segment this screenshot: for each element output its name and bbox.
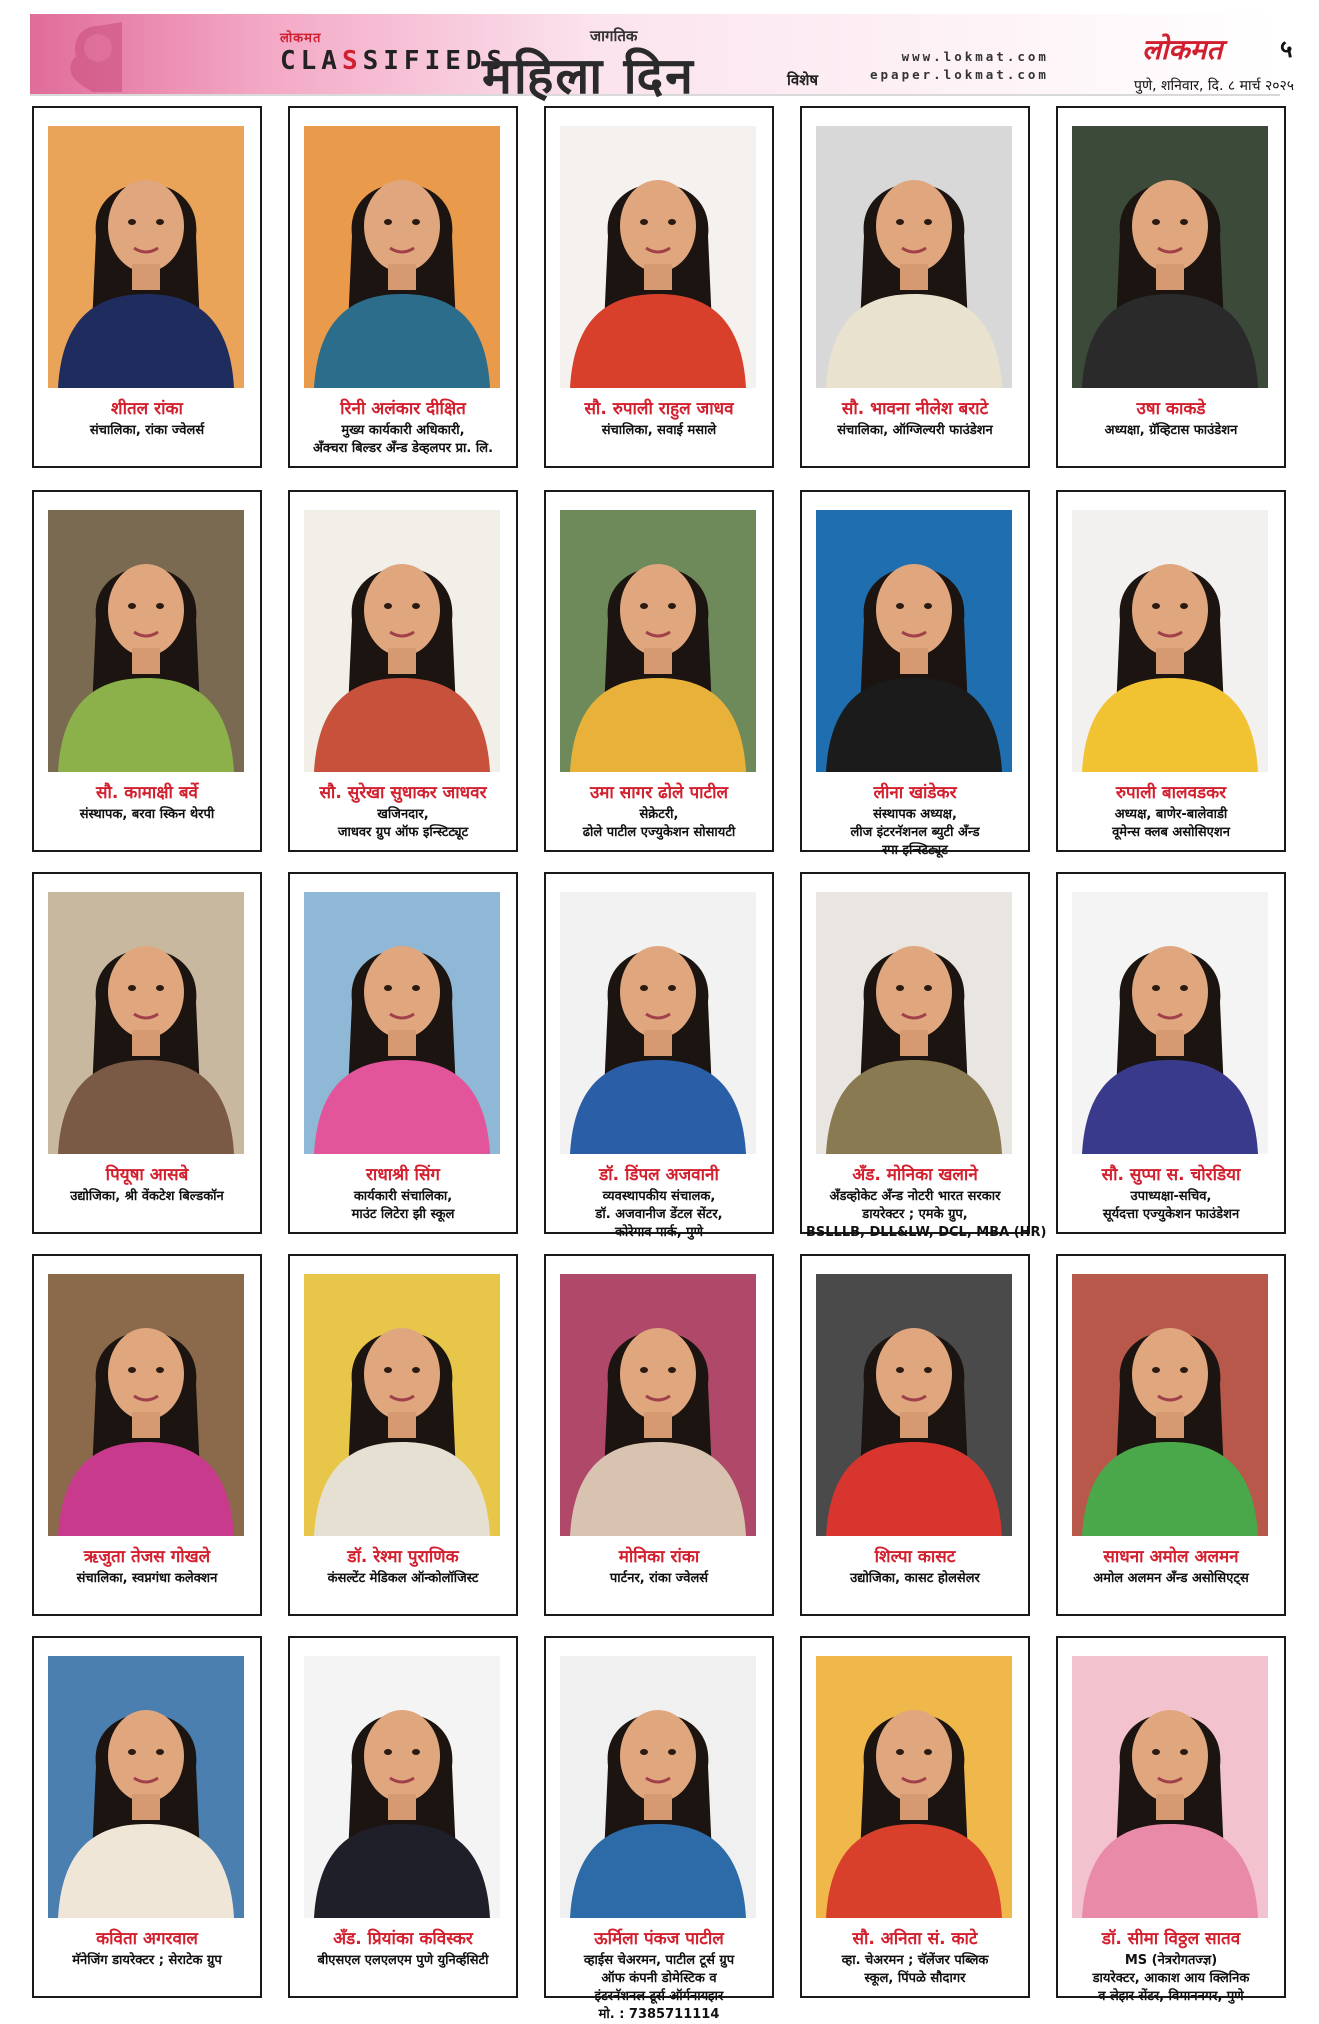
designation-line: लीज इंटरनॅशनल ब्युटी अँन्ड: [850, 825, 980, 840]
profile-photo: [1072, 510, 1268, 772]
profile-name: पियूषा आसबे: [105, 1165, 189, 1185]
profile-card: [32, 106, 262, 468]
profile-designation: [806, 422, 1024, 440]
profile-card: [288, 106, 518, 468]
profile-name: सौ. भावना नीलेश बराटे: [841, 399, 989, 419]
profile-designation: [38, 1188, 256, 1206]
profile-name: कविता अगरवाल: [96, 1929, 198, 1949]
designation-line: डॉ. अजवानीज डेंटल सेंटर,: [595, 1207, 723, 1222]
profile-designation: [806, 806, 1024, 860]
profile-name: रिनी अलंकार दीक्षित: [340, 399, 466, 419]
profile-designation: [1062, 1570, 1280, 1588]
profile-name: डॉ. सीमा विठ्ठल सातव: [1101, 1929, 1241, 1949]
profile-photo: [560, 510, 756, 772]
profile-photo: [48, 1274, 244, 1536]
profile-card: [544, 106, 774, 468]
designation-line: इंटरनॅशनल टूर्स ऑर्गनायझर: [594, 1989, 724, 2004]
profile-name: डॉ. डिंपल अजवानी: [599, 1165, 719, 1185]
profile-photo: [560, 126, 756, 388]
profile-designation: [550, 1570, 768, 1588]
profile-card: [544, 490, 774, 852]
profile-name: ऊर्मिला पंकज पाटील: [594, 1929, 724, 1949]
designation-line: स्कूल, पिंपळे सौदागर: [864, 1971, 966, 1986]
designation-line: व्हाईस चेअरमन, पाटील टूर्स ग्रुप: [583, 1953, 735, 1968]
profile-card: [800, 872, 1047, 1240]
profile-card: [1056, 106, 1286, 468]
profile-card: [1056, 1254, 1286, 1616]
designation-line: मो. : 7385711114: [598, 2007, 720, 2022]
profile-name: शीतल रांका: [111, 399, 183, 419]
profile-designation: [294, 806, 512, 842]
profile-name: सौ. सुप्पा स. चोरडिया: [1101, 1165, 1241, 1185]
designation-line: पार्टनर, रांका ज्वेलर्स: [609, 1571, 709, 1586]
designation-line: व्हा. चेअरमन ; चॅलेंजर पब्लिक: [841, 1953, 989, 1968]
profile-photo: [304, 126, 500, 388]
profile-name: मोनिका रांका: [618, 1547, 700, 1567]
profile-photo: [48, 892, 244, 1154]
profile-card: [1056, 872, 1286, 1234]
designation-line: अध्यक्ष, बाणेर-बालेवाडी: [1114, 807, 1228, 822]
profile-photo: [48, 126, 244, 388]
profile-photo: [560, 1274, 756, 1536]
designation-line: उद्योजिका, श्री वेंकटेश बिल्डकॉन: [70, 1189, 224, 1204]
profile-name: सौ. कामाक्षी बर्वे: [96, 783, 198, 803]
profile-card: [288, 1254, 518, 1616]
profile-designation: [38, 422, 256, 440]
profile-photo: [816, 892, 1012, 1154]
profile-photo: [816, 510, 1012, 772]
designation-line: कार्यकारी संचालिका,: [353, 1189, 453, 1204]
woman-silhouette-icon: [58, 22, 122, 92]
designation-line: डायरेक्टर, आकाश आय क्लिनिक: [1092, 1971, 1250, 1986]
profile-name: शिल्पा कासट: [874, 1547, 956, 1567]
designation-line: संचालिका, रांका ज्वेलर्स: [89, 423, 205, 438]
designation-line: जाधवर ग्रुप ऑफ इन्स्टिट्यूट: [337, 825, 469, 840]
classifieds-logo: [280, 28, 507, 76]
profile-photo: [1072, 892, 1268, 1154]
profile-photo: [560, 892, 756, 1154]
profile-card: [1056, 1636, 1286, 2004]
profile-photo: [304, 1274, 500, 1536]
profile-card: [288, 1636, 518, 1998]
profile-name: सौ. अनिता सं. काटे: [852, 1929, 978, 1949]
profile-card: [800, 490, 1030, 858]
profile-designation: [806, 1952, 1024, 1988]
profile-designation: [1062, 422, 1280, 440]
website-link[interactable]: www.lokmat.com: [901, 49, 1049, 64]
profile-card: [288, 872, 518, 1234]
designation-line: व लेझर सेंटर, विमाननगर, पुणे: [1098, 1989, 1244, 2004]
profile-card: [544, 1636, 774, 2022]
profile-designation: [1062, 1952, 1280, 2006]
profile-name: उषा काकडे: [1136, 399, 1206, 419]
designation-line: व्यवस्थापकीय संचालक,: [602, 1189, 716, 1204]
websites: [870, 48, 1049, 84]
designation-line: संस्थापक अध्यक्ष,: [873, 807, 957, 822]
designation-line: अँक्चरा बिल्डर अँन्ड डेव्हलपर प्रा. लि.: [312, 441, 494, 456]
designation-line: वूमेन्स क्लब असोसिएशन: [1112, 825, 1230, 840]
profile-name: रुपाली बालवडकर: [1115, 783, 1227, 803]
profile-photo: [1072, 1274, 1268, 1536]
header-banner: [30, 14, 1295, 105]
designation-line: संस्थापक, बरवा स्किन थेरपी: [79, 807, 215, 822]
profile-designation: [1062, 806, 1280, 842]
designation-line: BSLLLB, DLL&LW, DCL, MBA (HR): [806, 1225, 1047, 1240]
designation-line: उपाध्यक्षा-सचिव,: [1130, 1189, 1212, 1204]
page-number: ५: [1280, 35, 1293, 63]
designation-line: संचालिका, स्वप्नगंधा कलेक्शन: [76, 1571, 218, 1586]
profile-card: [1056, 490, 1286, 852]
designation-line: स्पा इन्स्टिट्यूट: [882, 843, 948, 858]
profile-designation: [294, 1188, 512, 1224]
profile-photo: [304, 510, 500, 772]
classifieds-brand: लोकमत: [280, 31, 322, 46]
designation-line: कोरेगाव पार्क, पुणे: [614, 1225, 704, 1240]
designation-line: ऑफ कंपनी डोमेस्टिक व: [601, 1971, 717, 1986]
profile-designation: [550, 806, 768, 842]
profile-name: अँड. मोनिका खलाने: [852, 1165, 978, 1185]
profile-name: साधना अमोल अलमन: [1103, 1547, 1239, 1567]
title-suffix: विशेष: [787, 71, 819, 89]
designation-line: संचालिका, ऑग्जिल्यरी फाउंडेशन: [837, 423, 993, 438]
profile-grid: [32, 106, 1287, 2022]
profile-designation: [550, 1188, 768, 1242]
designation-line: संचालिका, सवाई मसाले: [601, 423, 717, 438]
profile-photo: [816, 1656, 1012, 1918]
profile-name: सौ. सुरेखा सुधाकर जाधवर: [319, 783, 487, 803]
title-prefix: जागतिक: [590, 27, 638, 45]
profile-card: [800, 1636, 1030, 1998]
dateline: पुणे, शनिवार, दि. ८ मार्च २०२५: [1134, 78, 1295, 94]
profile-name: ऋजुता तेजस गोखले: [83, 1547, 211, 1567]
designation-line: अध्यक्षा, ग्रॅव्हिटास फाउंडेशन: [1104, 423, 1238, 438]
designation-line: सूर्यदत्ता एज्युकेशन फाउंडेशन: [1102, 1207, 1240, 1222]
profile-photo: [816, 126, 1012, 388]
profile-designation: [38, 1952, 256, 1970]
profile-designation: [294, 1570, 512, 1588]
profile-designation: [806, 1188, 1047, 1242]
profile-card: [32, 872, 262, 1234]
profile-designation: [38, 806, 256, 824]
profile-card: [32, 1254, 262, 1616]
epaper-link[interactable]: epaper.lokmat.com: [870, 67, 1049, 82]
designation-line: MS (नेत्ररोगतज्ज्ञ): [1124, 1953, 1218, 1968]
profile-designation: [1062, 1188, 1280, 1224]
designation-line: खजिनदार,: [377, 807, 429, 822]
profile-photo: [816, 1274, 1012, 1536]
designation-line: अँडव्होकेट अँन्ड नोटरी भारत सरकार: [829, 1189, 1001, 1204]
profile-designation: [550, 422, 768, 440]
designation-line: माउंट लिटेरा झी स्कूल: [351, 1207, 455, 1222]
profile-name: राधाश्री सिंग: [365, 1165, 441, 1185]
profile-designation: [294, 422, 512, 458]
profile-designation: [38, 1570, 256, 1588]
profile-photo: [560, 1656, 756, 1918]
profile-photo: [1072, 1656, 1268, 1918]
designation-line: उद्योजिका, कासट होलसेलर: [850, 1571, 980, 1586]
designation-line: ढोले पाटील एज्युकेशन सोसायटी: [582, 825, 736, 840]
profile-name: डॉ. रेश्मा पुराणिक: [347, 1547, 459, 1567]
profile-photo: [48, 510, 244, 772]
profile-photo: [1072, 126, 1268, 388]
profile-name: अँड. प्रियांका कविस्कर: [333, 1929, 473, 1949]
profile-name: सौ. रुपाली राहुल जाधव: [584, 399, 734, 419]
profile-designation: [550, 1952, 768, 2024]
profile-designation: [294, 1952, 512, 1970]
designation-line: बीएसएल एलएलएम पुणे युनिर्व्हसिटी: [317, 1953, 489, 1968]
designation-line: डायरेक्टर ; एमके ग्रुप,: [862, 1207, 968, 1222]
profile-name: उमा सागर ढोले पाटील: [589, 783, 729, 803]
page-title: महिला दिन: [482, 46, 695, 105]
designation-line: मॅनेजिंग डायरेक्टर ; सेराटेक ग्रुप: [72, 1953, 222, 1968]
profile-designation: [806, 1570, 1024, 1588]
designation-line: कंसल्टेंट मेडिकल ऑन्कोलॉजिस्ट: [327, 1571, 479, 1586]
classifieds-word: CLASSIFIEDS: [280, 46, 508, 76]
profile-card: [32, 490, 262, 852]
profile-card: [32, 1636, 262, 1998]
profile-card: [288, 490, 518, 852]
designation-line: अमोल अलमन अँन्ड असोसिएट्स: [1093, 1571, 1249, 1586]
designation-line: सेक्रेटरी,: [639, 807, 679, 822]
profile-photo: [304, 1656, 500, 1918]
profile-card: [800, 1254, 1030, 1616]
profile-photo: [304, 892, 500, 1154]
designation-line: मुख्य कार्यकारी अधिकारी,: [341, 423, 465, 438]
profile-name: लीना खांडेकर: [873, 783, 957, 803]
profile-photo: [48, 1656, 244, 1918]
profile-card: [544, 872, 774, 1240]
profile-card: [800, 106, 1030, 468]
profile-card: [544, 1254, 774, 1616]
masthead-logo: लोकमत: [1142, 33, 1223, 66]
